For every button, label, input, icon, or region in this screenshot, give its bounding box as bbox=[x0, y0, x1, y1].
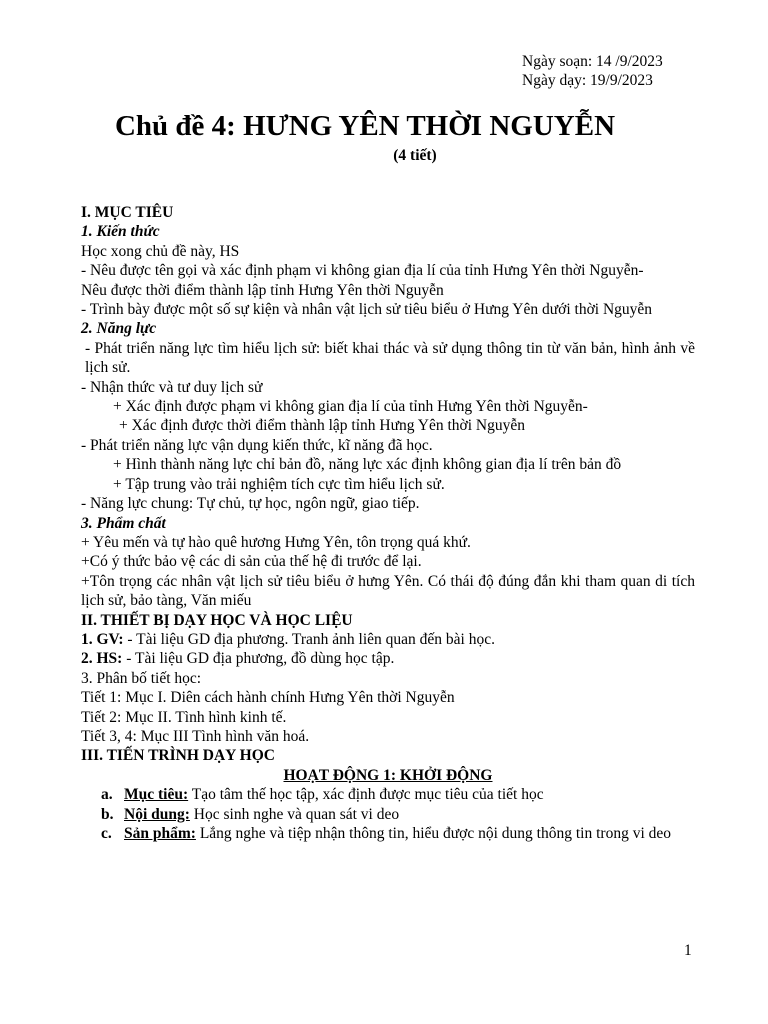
item-label: Sản phẩm: bbox=[124, 825, 196, 842]
lesson-line: Tiết 3, 4: Mục III Tình hình văn hoá. bbox=[81, 727, 310, 745]
list-marker: b. bbox=[101, 805, 114, 823]
list-item bbox=[81, 824, 695, 843]
competency-line: - Nhận thức và tư duy lịch sử bbox=[81, 378, 263, 396]
quality-line: +Tôn trọng các nhân vật lịch sử tiêu biểu ở hưng Yên. Có thái độ đúng đắn khi tham quan di tích lịch sử, bảo tàng, Văn miếu bbox=[81, 572, 695, 610]
lesson-line: Tiết 2: Mục II. Tình hình kinh tế. bbox=[81, 708, 287, 726]
lesson-allocation: 3. Phân bố tiết học: bbox=[81, 669, 202, 687]
section-1-heading: I. MỤC TIÊU bbox=[81, 204, 174, 221]
competency-line: + Xác định được phạm vi không gian địa lí của tỉnh Hưng Yên thời Nguyễn- bbox=[113, 398, 588, 416]
competency-line: - Phát triển năng lực vận dụng kiến thức, kĩ năng đã học. bbox=[81, 436, 433, 454]
quality-line: + Yêu mến và tự hào quê hương Hưng Yên, tôn trọng quá khứ. bbox=[81, 533, 471, 551]
competency-line: - Phát triển năng lực tìm hiểu lịch sử: biết khai thác và sử dụng thông tin từ văn bản, hình ảnh về lịch sử. bbox=[85, 339, 695, 377]
page-subtitle: (4 tiết) bbox=[393, 147, 437, 164]
list-marker: c. bbox=[101, 825, 112, 842]
lesson-line: Tiết 1: Mục I. Diên cách hành chính Hưng Yên thời Nguyễn bbox=[81, 689, 455, 707]
competency-line: + Tập trung vào trải nghiệm tích cực tìm hiểu lịch sử. bbox=[113, 475, 445, 493]
competency-line: - Năng lực chung: Tự chủ, tự học, ngôn ngữ, giao tiếp. bbox=[81, 495, 420, 513]
knowledge-line: - Nêu được tên gọi và xác định phạm vi không gian địa lí của tỉnh Hưng Yên thời Nguyễn- bbox=[81, 262, 644, 280]
competency-line: + Xác định được thời điểm thành lập tỉnh Hưng Yên thời Nguyễn bbox=[119, 417, 525, 435]
list-marker: a. bbox=[101, 786, 113, 804]
gv-label: 1. GV: bbox=[81, 630, 124, 648]
competency-line: + Hình thành năng lực chỉ bản đồ, năng lực xác định không gian địa lí trên bản đồ bbox=[113, 456, 622, 474]
knowledge-heading: 1. Kiến thức bbox=[81, 223, 160, 241]
activity-heading: HOẠT ĐỘNG 1: KHỞI ĐỘNG bbox=[283, 766, 493, 784]
item-label: Nội dung: bbox=[124, 805, 190, 823]
item-text: Lắng nghe và tiệp nhận thông tin, hiểu được nội dung thông tin trong vi deo bbox=[195, 825, 672, 842]
document-body bbox=[81, 203, 695, 843]
prep-date: Ngày soạn: 14 /9/2023 bbox=[522, 53, 663, 70]
knowledge-line: Học xong chủ đề này, HS bbox=[81, 242, 240, 260]
gv-line bbox=[81, 630, 695, 649]
item-text: Tạo tâm thế học tập, xác định được mục tiêu của tiết học bbox=[188, 786, 544, 804]
section-2-heading: II. THIẾT BỊ DẠY HỌC VÀ HỌC LIỆU bbox=[81, 611, 353, 629]
knowledge-line: Nêu được thời điểm thành lập tỉnh Hưng Yên thời Nguyễn bbox=[81, 281, 444, 299]
date-block bbox=[522, 52, 663, 90]
list-item bbox=[81, 805, 695, 824]
page-number: 1 bbox=[684, 942, 692, 959]
list-item bbox=[81, 785, 695, 804]
hs-line bbox=[81, 649, 695, 668]
quality-heading: 3. Phẩm chất bbox=[81, 514, 166, 532]
item-text: Học sinh nghe và quan sát vi deo bbox=[189, 805, 400, 823]
section-3-heading: III. TIẾN TRÌNH DẠY HỌC bbox=[81, 747, 275, 765]
hs-text: - Tài liệu GD địa phương, đồ dùng học tập. bbox=[122, 650, 395, 668]
page-title: Chủ đề 4: HƯNG YÊN THỜI NGUYỄN bbox=[114, 110, 616, 142]
quality-line: +Có ý thức bảo vệ các di sản của thế hệ đi trước để lại. bbox=[81, 553, 422, 571]
hs-label: 2. HS: bbox=[81, 650, 123, 668]
gv-text: - Tài liệu GD địa phương. Tranh ảnh liên quan đến bài học. bbox=[123, 630, 495, 648]
teach-date: Ngày dạy: 19/9/2023 bbox=[522, 72, 653, 89]
knowledge-line: - Trình bày được một số sự kiện và nhân vật lịch sử tiêu biểu ở Hưng Yên dưới thời Nguyễn bbox=[81, 301, 653, 319]
item-label: Mục tiêu: bbox=[124, 786, 189, 804]
competency-heading: 2. Năng lực bbox=[81, 320, 157, 338]
